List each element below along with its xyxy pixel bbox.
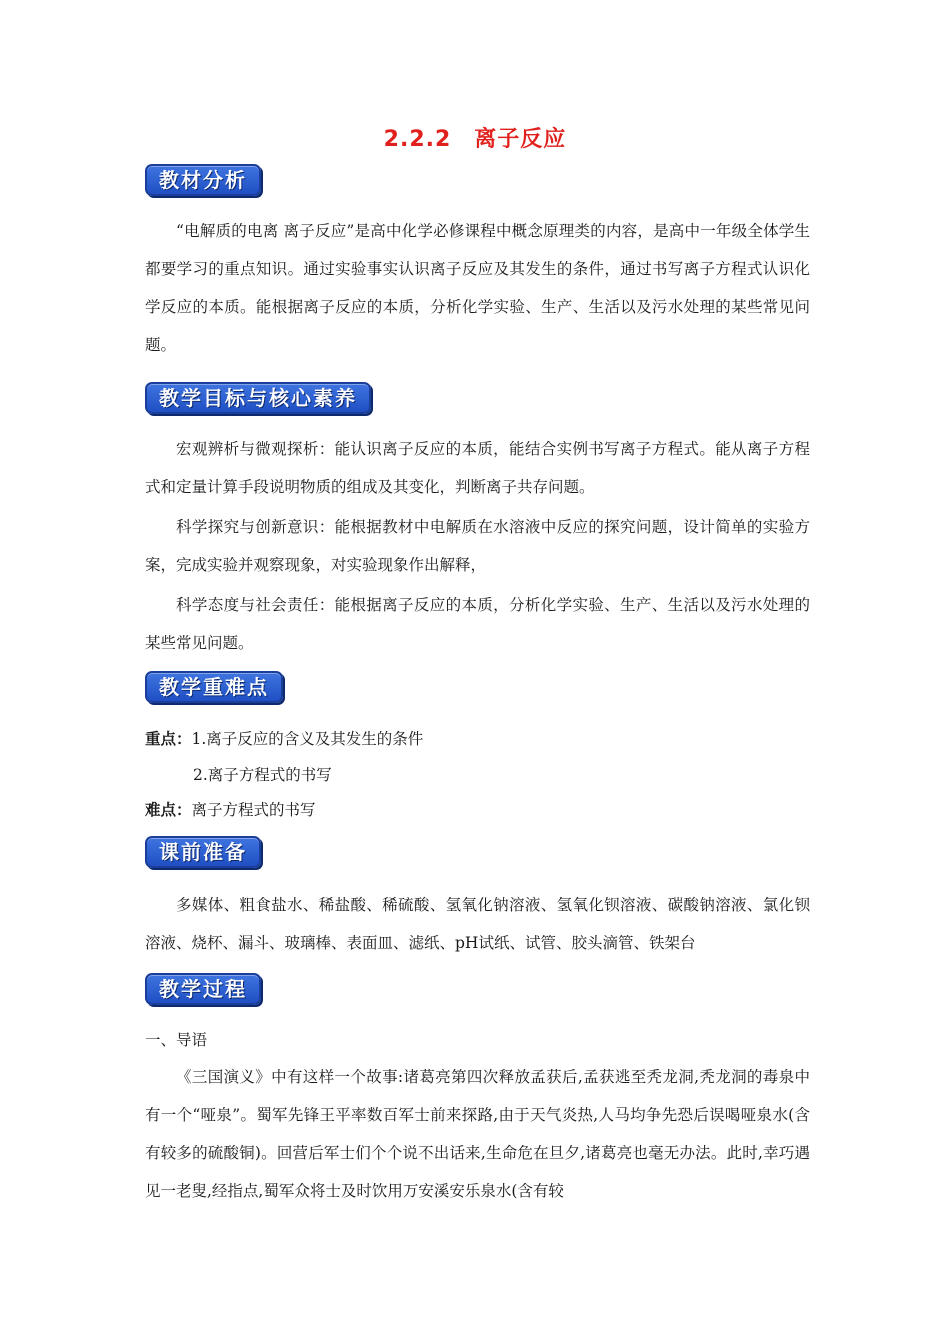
goal-paragraph-1: 宏观辨析与微观探析：能认识离子反应的本质，能结合实例书写离子方程式。能从离子方程式和定量计算手段说明物质的组成及其变化，判断离子共存问题。 — [145, 440, 810, 496]
section-heading-analysis: 教材分析 — [145, 164, 261, 196]
difficult-point-label: 难点： — [145, 800, 192, 819]
analysis-paragraph: “电解质的电离 离子反应”是高中化学必修课程中概念原理类的内容，是高中一年级全体学生都要学习的重点知识。通过实验事实认识离子反应及其发生的条件，通过书写离子方程式认识化学反应的本质。能根据离子反应的本质，分析化学实验、生产、生活以及污水处理的某些常见问题。 — [145, 222, 810, 354]
goal-paragraph-2: 科学探究与创新意识：能根据教材中电解质在水溶液中反应的探究问题，设计简单的实验方案，完成实验并观察现象，对实验现象作出解释， — [145, 518, 810, 574]
difficult-point-line — [145, 798, 316, 822]
section-heading-process: 教学过程 — [145, 973, 261, 1005]
key-point-item-1: 1.离子反应的含义及其发生的条件 — [191, 730, 424, 748]
difficult-point-item: 离子方程式的书写 — [191, 801, 316, 819]
process-subheading-intro: 一、导语 — [145, 1031, 208, 1049]
section-heading-prep: 课前准备 — [145, 836, 261, 868]
key-point-line-1 — [145, 727, 423, 751]
key-point-label: 重点： — [145, 729, 192, 748]
key-point-item-2: 2.离子方程式的书写 — [193, 766, 332, 784]
process-intro-paragraph: 《三国演义》中有这样一个故事:诸葛亮第四次释放孟获后,孟获逃至秃龙洞,秃龙洞的毒泉中有一个“哑泉”。蜀军先锋王平率数百军士前来探路,由于天气炎热,人马均争先恐后误喝哑泉水(含有较多的硫酸铜)。回营后军士们个个说不出话来,生命危在旦夕,诸葛亮也毫无办法。此时,幸巧遇见一老叟,经指点,蜀军众将士及时饮用万安溪安乐泉水(含有较 — [145, 1068, 810, 1200]
section-heading-goals: 教学目标与核心素养 — [145, 382, 371, 414]
page-title: 2.2.2 离子反应 — [383, 127, 567, 152]
prep-paragraph: 多媒体、粗食盐水、稀盐酸、稀硫酸、氢氧化钠溶液、氢氧化钡溶液、碳酸钠溶液、氯化钡溶液、烧杯、漏斗、玻璃棒、表面皿、滤纸、pH试纸、试管、胶头滴管、铁架台 — [145, 896, 810, 952]
goal-paragraph-3: 科学态度与社会责任：能根据离子反应的本质，分析化学实验、生产、生活以及污水处理的某些常见问题。 — [145, 596, 810, 652]
section-heading-keypoints: 教学重难点 — [145, 671, 283, 703]
